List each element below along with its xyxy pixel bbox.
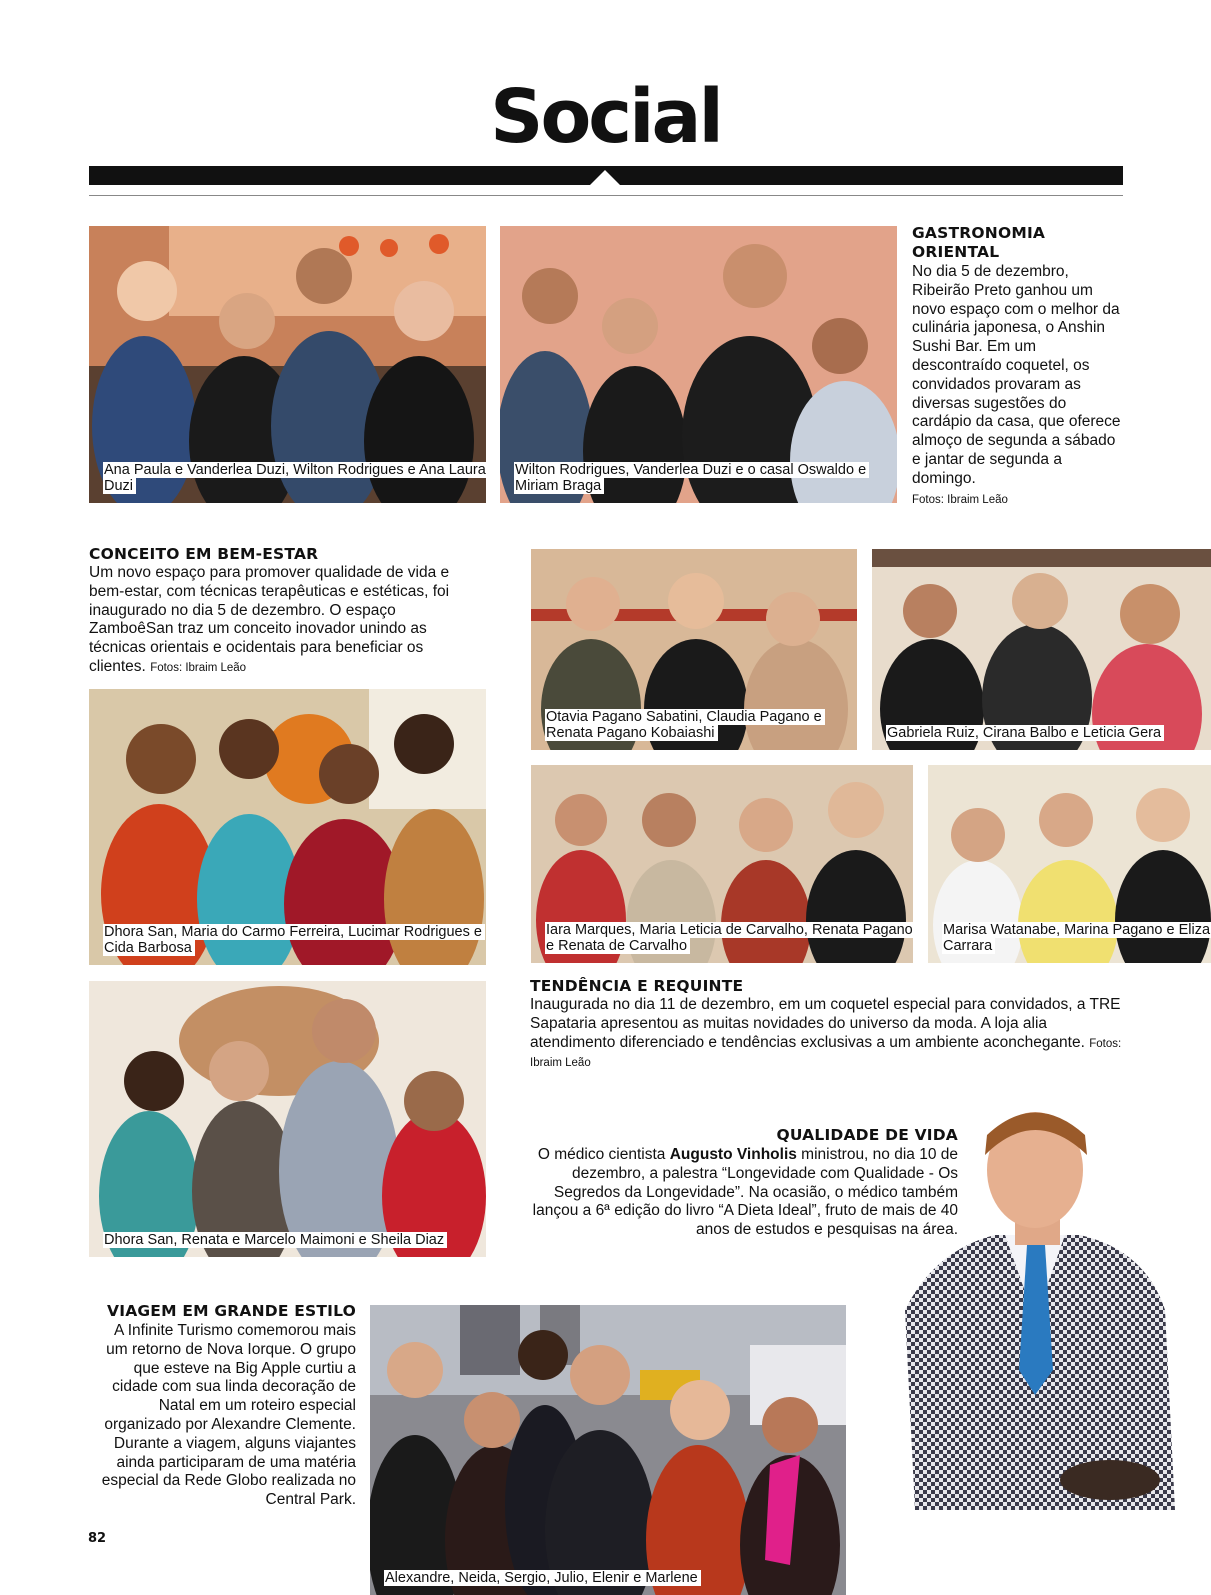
section-heading-qualidade: QUALIDADE DE VIDA — [776, 1126, 958, 1144]
photo-caption: Wilton Rodrigues, Vanderlea Duzi e o casal Oswaldo e Miriam Braga — [514, 462, 897, 494]
header-rule — [89, 195, 1123, 196]
photo-caption: Ana Paula e Vanderlea Duzi, Wilton Rodrigues e Ana Laura Duzi — [103, 462, 486, 494]
section-body-gastronomia: No dia 5 de dezembro, Ribeirão Preto ganhou um novo espaço com o melhor da culinária japonesa, o Anshin Sushi Bar. Em um descontraído coquetel, os convidados provaram as diversas sugestões do cardápio da casa, que oferece almoço de segunda a sábado e jantar de segunda a domingo. Fotos: Ibraim Leão — [912, 263, 1128, 509]
photo-gastronomia-1 — [89, 226, 486, 503]
photo-caption: Dhora San, Maria do Carmo Ferreira, Lucimar Rodrigues e Cida Barbosa — [103, 924, 486, 956]
section-heading-viagem: VIAGEM EM GRANDE ESTILO — [107, 1302, 356, 1320]
photo-caption: Dhora San, Renata e Marcelo Maimoni e Sheila Diaz — [103, 1232, 447, 1248]
page-title: Social — [490, 74, 721, 160]
section-heading-tendencia: TENDÊNCIA E REQUINTE — [530, 977, 744, 995]
header-notch — [587, 170, 623, 188]
page-number: 82 — [88, 1531, 107, 1546]
photo-credit: Fotos: Ibraim Leão — [150, 661, 247, 674]
section-heading-bemestar: CONCEITO EM BEM-ESTAR — [89, 545, 319, 563]
section-heading-gastronomia: GASTRONOMIA ORIENTAL — [912, 224, 1046, 261]
photo-bemestar-2 — [89, 981, 486, 1257]
photo-portrait-augusto — [895, 1110, 1180, 1510]
photo-caption: Gabriela Ruiz, Cirana Balbo e Leticia Gera — [886, 725, 1164, 741]
photo-caption: Otavia Pagano Sabatini, Claudia Pagano e Renata Pagano Kobaiashi — [545, 709, 857, 741]
photo-caption: Marisa Watanabe, Marina Pagano e Eliza Carrara — [942, 922, 1211, 954]
photo-tendencia-4 — [928, 765, 1211, 963]
photo-caption: Alexandre, Neida, Sergio, Julio, Elenir e Marlene — [384, 1570, 701, 1586]
section-body-viagem: A Infinite Turismo comemorou mais um retorno de Nova Iorque. O grupo que esteve na Big Apple curtiu a cidade com sua linda decoração de Natal em um roteiro especial organizado por Alexandre Clemente. Durante a viagem, alguns viajantes ainda participaram de uma matéria especial da Rede Globo realizada no Central Park. — [101, 1322, 356, 1509]
photo-caption: Iara Marques, Maria Leticia de Carvalho, Renata Pagano e Renata de Carvalho — [545, 922, 913, 954]
photo-tendencia-2 — [872, 549, 1211, 750]
photo-credit: Fotos: Ibraim Leão — [912, 493, 1008, 506]
photo-gastronomia-2 — [500, 226, 897, 503]
section-body-qualidade: O médico cientista Augusto Vinholis ministrou, no dia 10 de dezembro, a palestra “Longevidade com Qualidade - Os Segredos da Longevidade”. Na ocasião, o médico também lançou a 6ª edição do livro “A Dieta Ideal”, fruto de mais de 40 anos de estudos e pesquisas na área. — [532, 1146, 958, 1239]
photo-tendencia-3 — [531, 765, 913, 963]
section-body-tendencia: Inaugurada no dia 11 de dezembro, em um coquetel especial para convidados, a TRE Sapataria apresentou as muitas novidades do universo da moda. A loja alia atendimento diferenciado e tendências exclusivas a um ambiente aconchegante. Fotos: Ibraim Leão — [530, 996, 1122, 1070]
section-body-bemestar: Um novo espaço para promover qualidade de vida e bem-estar, com técnicas terapêuticas e estéticas, foi inaugurado no dia 5 de dezembro. O espaço ZamboêSan traz um conceito inovador unindo as técnicas orientais e ocidentais para beneficiar os clientes. Fotos: Ibraim Leão — [89, 564, 450, 675]
photo-credit: Fotos: Ibraim Leão — [530, 1037, 1122, 1070]
photo-viagem — [370, 1305, 846, 1595]
photo-tendencia-1 — [531, 549, 857, 750]
photo-bemestar-1 — [89, 689, 486, 965]
